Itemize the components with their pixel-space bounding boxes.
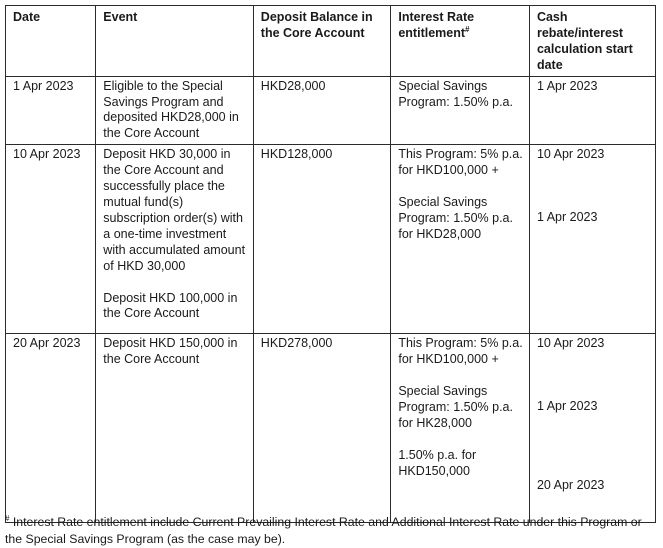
cell-deposit-balance: HKD278,000 <box>253 334 391 523</box>
header-interest-rate-label: Interest Rate entitlement <box>398 10 475 40</box>
table-row <box>6 334 656 523</box>
cell-event <box>96 145 254 334</box>
footnote <box>5 514 655 547</box>
rate-text: Special Savings Program: 1.50% p.a. for HKD28,000 <box>398 195 513 241</box>
table-header-row <box>6 6 656 77</box>
header-cash-rebate-start-date: Cash rebate/interest calculation start date <box>529 6 655 77</box>
footnote-text: Interest Rate entitlement include Current Prevailing Interest Rate and Additional Interest Rate under this Program or the Special Savings Program (as the case may be). <box>5 515 642 546</box>
event-text: Deposit HKD 30,000 in the Core Account and successfully place the mutual fund(s) subscription order(s) with a one-time investment with accumulated amount of HKD 30,000 <box>103 147 246 273</box>
start-date-text: 20 Apr 2023 <box>536 478 605 493</box>
rate-text: This Program: 5% p.a. for HKD100,000 + <box>398 147 523 178</box>
cell-interest-rate <box>391 145 530 334</box>
cell-cash-start-date <box>529 76 655 145</box>
interest-schedule-table <box>5 5 656 523</box>
header-interest-rate <box>391 6 530 77</box>
table-row <box>6 145 656 334</box>
start-date-text: 10 Apr 2023 <box>536 147 605 162</box>
start-date-text: 1 Apr 2023 <box>536 399 598 414</box>
header-deposit-balance: Deposit Balance in the Core Account <box>253 6 391 77</box>
cell-event <box>96 334 254 523</box>
event-text: Deposit HKD 150,000 in the Core Account <box>103 336 238 367</box>
table-row <box>6 76 656 145</box>
cell-date: 10 Apr 2023 <box>6 145 96 334</box>
rate-text: This Program: 5% p.a. for HKD100,000 + <box>398 336 523 367</box>
cell-interest-rate <box>391 76 530 145</box>
rate-text: 1.50% p.a. for HKD150,000 <box>398 447 477 478</box>
rate-text: Special Savings Program: 1.50% p.a. for HK28,000 <box>398 384 513 430</box>
header-interest-rate-marker: # <box>465 24 470 34</box>
cell-interest-rate <box>391 334 530 523</box>
cell-deposit-balance: HKD128,000 <box>253 145 391 334</box>
start-date-text: 10 Apr 2023 <box>536 336 605 351</box>
start-date-text: 1 Apr 2023 <box>536 210 598 225</box>
cell-cash-start-date <box>529 145 655 334</box>
cell-event <box>96 76 254 145</box>
footnote-marker: # <box>5 513 10 523</box>
cell-date: 20 Apr 2023 <box>6 334 96 523</box>
rate-text: Special Savings Program: 1.50% p.a. <box>398 78 513 109</box>
header-event: Event <box>96 6 254 77</box>
event-text: Eligible to the Special Savings Program and deposited HKD28,000 in the Core Account <box>103 78 239 141</box>
cell-cash-start-date <box>529 334 655 523</box>
cell-date: 1 Apr 2023 <box>6 76 96 145</box>
event-text: Deposit HKD 100,000 in the Core Account <box>103 290 238 321</box>
header-date: Date <box>6 6 96 77</box>
start-date-text: 1 Apr 2023 <box>536 78 598 93</box>
cell-deposit-balance: HKD28,000 <box>253 76 391 145</box>
